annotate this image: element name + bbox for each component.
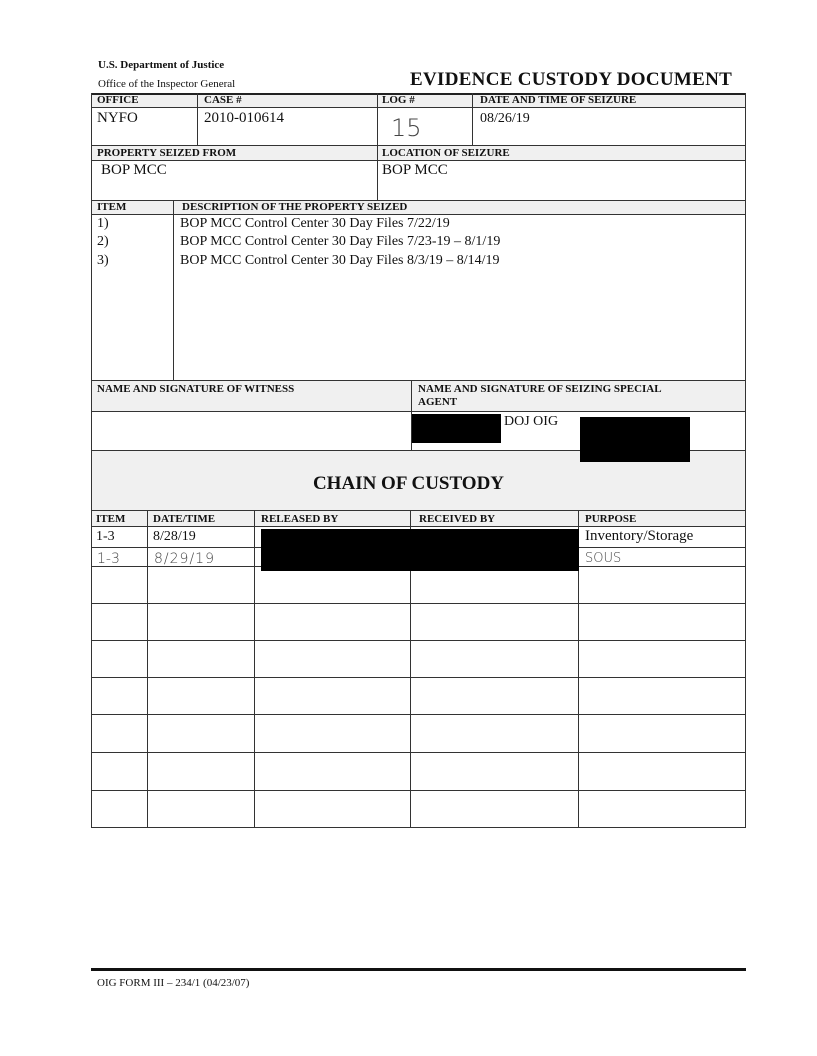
agency-name: U.S. Department of Justice — [98, 59, 225, 71]
agent-org: DOJ OIG — [504, 414, 559, 429]
item-description: BOP MCC Control Center 30 Day Files 8/3/19 – 8/14/19 — [180, 253, 500, 268]
chain-of-custody-title: CHAIN OF CUSTODY — [312, 473, 505, 494]
rule — [91, 603, 746, 604]
agent-label: NAME AND SIGNATURE OF SEIZING SPECIAL AGENT — [418, 383, 661, 408]
item-number: 2) — [97, 234, 109, 249]
chain-row-datetime: 8/28/19 — [153, 529, 196, 544]
office-name: Office of the Inspector General — [98, 78, 236, 90]
location-label: LOCATION OF SEIZURE — [382, 147, 510, 159]
rule — [91, 714, 746, 715]
rule — [91, 145, 746, 146]
rule — [91, 380, 746, 381]
redaction-block — [580, 417, 690, 462]
log-label: LOG # — [382, 94, 415, 106]
rule — [91, 214, 746, 215]
chain-row-item: 1-3 — [96, 529, 115, 544]
form-left-border — [91, 93, 92, 828]
rule — [91, 752, 746, 753]
form-id: OIG FORM III – 234/1 (04/23/07) — [97, 977, 250, 989]
datetime-value: 08/26/19 — [480, 111, 530, 126]
chain-released-header: RELEASED BY — [261, 513, 339, 525]
col-rule — [147, 510, 148, 827]
seized-from-label: PROPERTY SEIZED FROM — [97, 147, 237, 159]
seized-from-value: BOP MCC — [101, 162, 167, 178]
item-description: BOP MCC Control Center 30 Day Files 7/22/19 — [180, 216, 450, 231]
chain-row-item: 1-3 — [97, 551, 120, 567]
item-label: ITEM — [97, 201, 127, 213]
document-title: EVIDENCE CUSTODY DOCUMENT — [410, 69, 733, 90]
redaction-block — [261, 529, 579, 571]
col-rule — [377, 93, 378, 200]
rule — [91, 790, 746, 791]
col-rule — [254, 510, 255, 827]
rule — [91, 107, 746, 108]
chain-datetime-header: DATE/TIME — [153, 513, 216, 525]
rule — [91, 411, 746, 412]
location-value: BOP MCC — [382, 162, 448, 178]
chain-row-purpose: Inventory/Storage — [585, 528, 694, 544]
col-rule — [173, 200, 174, 380]
rule — [91, 526, 746, 527]
item-number: 3) — [97, 253, 109, 268]
col-rule — [472, 93, 473, 145]
chain-row-purpose: SOUS — [585, 551, 622, 566]
chain-received-header: RECEIVED BY — [419, 513, 496, 525]
footer-rule — [91, 968, 746, 971]
case-label: CASE # — [204, 94, 242, 106]
witness-label: NAME AND SIGNATURE OF WITNESS — [97, 383, 295, 395]
chain-purpose-header: PURPOSE — [585, 513, 637, 525]
rule — [91, 510, 746, 511]
col-rule — [197, 93, 198, 145]
form-bottom-border — [91, 827, 746, 828]
rule — [91, 640, 746, 641]
description-label: DESCRIPTION OF THE PROPERTY SEIZED — [182, 201, 408, 213]
rule — [91, 677, 746, 678]
log-value-handwritten: 15 — [391, 114, 422, 142]
redaction-block — [412, 414, 501, 443]
item-number: 1) — [97, 216, 109, 231]
rule — [91, 160, 746, 161]
chain-row-datetime: 8/29/19 — [154, 551, 215, 567]
form-right-border — [745, 93, 746, 828]
item-description: BOP MCC Control Center 30 Day Files 7/23-19 – 8/1/19 — [180, 234, 501, 249]
case-value: 2010-010614 — [204, 110, 284, 126]
form-top-border — [91, 93, 746, 95]
chain-item-header: ITEM — [96, 513, 126, 525]
datetime-label: DATE AND TIME OF SEIZURE — [480, 94, 637, 106]
office-value: NYFO — [97, 110, 138, 126]
header-band-office — [91, 94, 745, 107]
office-label: OFFICE — [97, 94, 139, 106]
